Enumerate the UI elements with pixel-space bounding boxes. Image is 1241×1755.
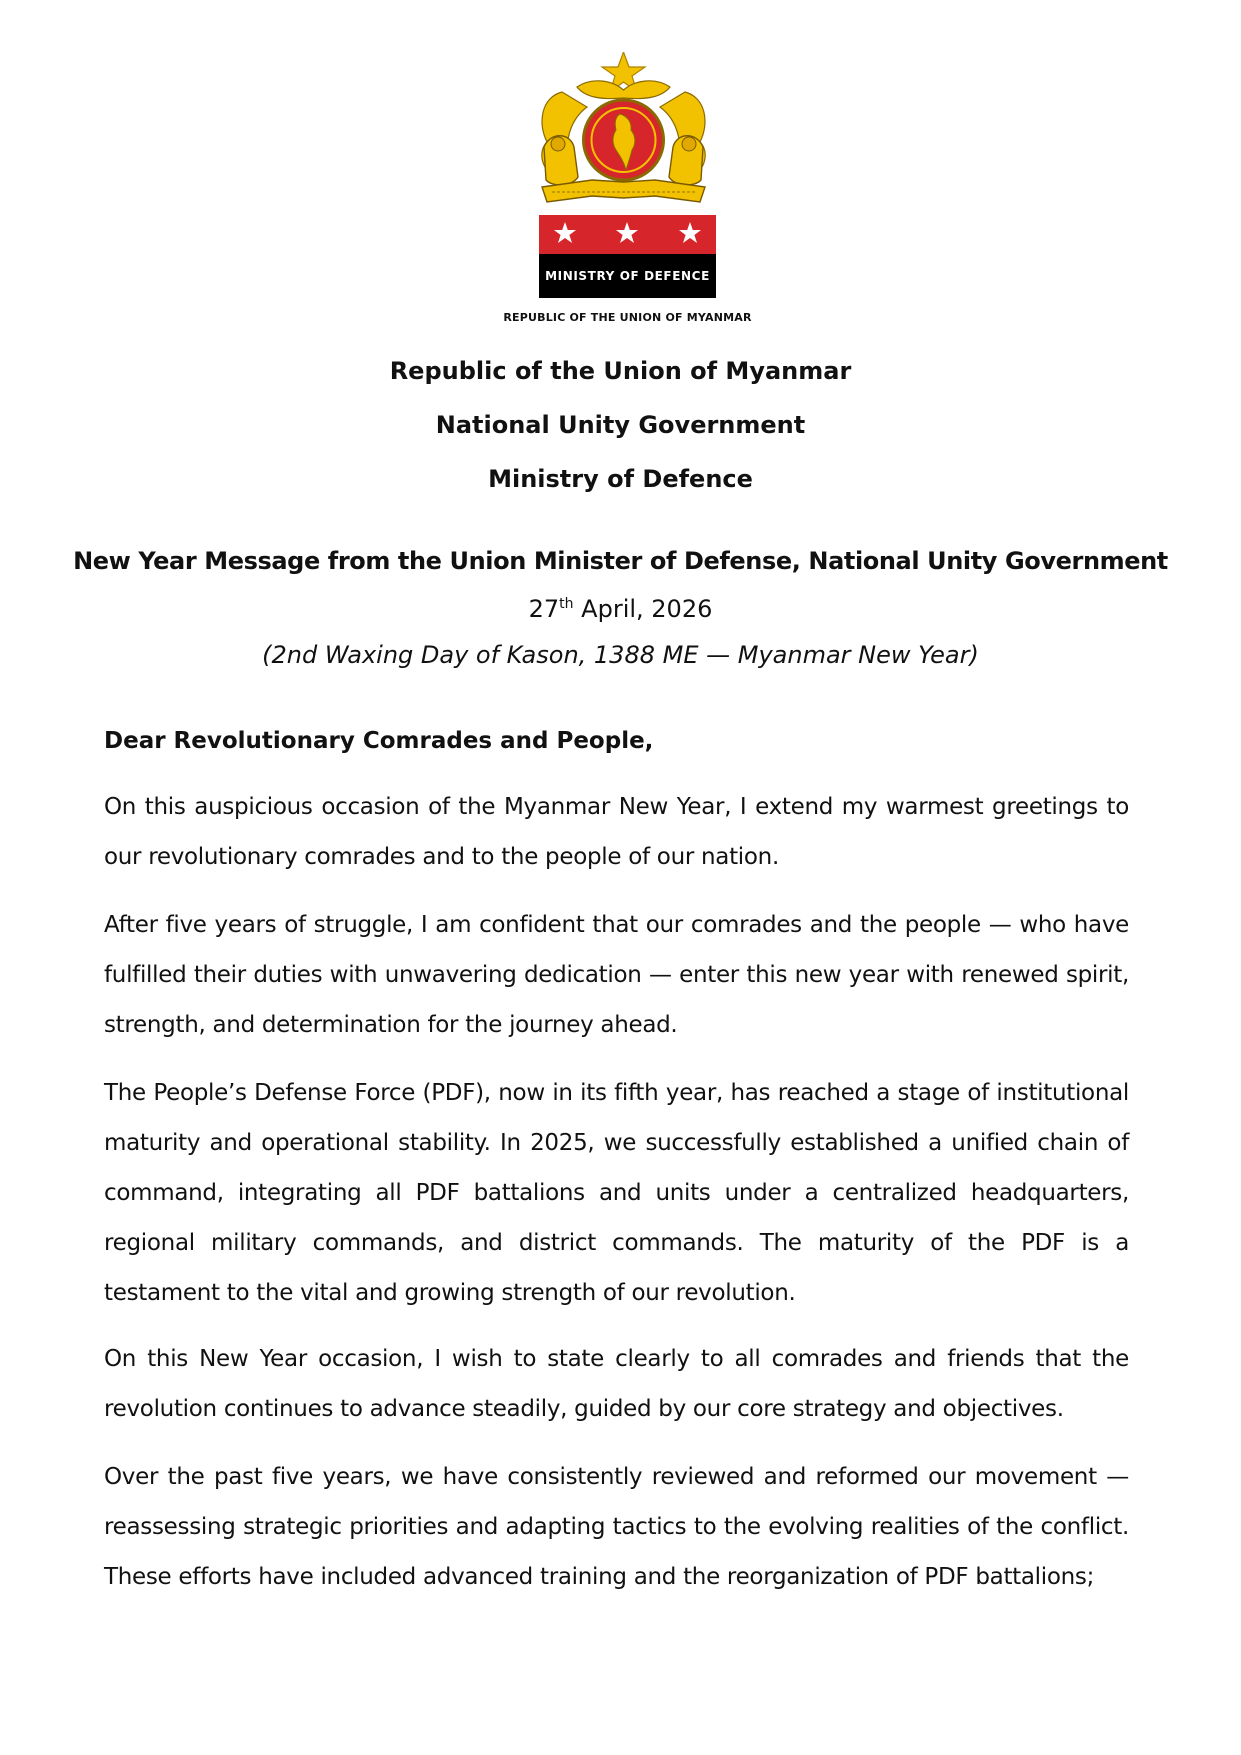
paragraph: On this New Year occasion, I wish to state clearly to all comrades and friends that the revolution continues to advance steadily, guided by our core strategy and objectives. xyxy=(104,1346,1129,1422)
header-government: National Unity Government xyxy=(435,411,806,439)
logo-caption: REPUBLIC OF THE UNION OF MYANMAR xyxy=(503,311,752,324)
white-star-icon xyxy=(553,221,577,245)
header-ministry: Ministry of Defence xyxy=(488,465,753,493)
paragraph: On this auspicious occasion of the Myanmar New Year, I extend my warmest greetings to our revolutionary comrades and to the people of our nation. xyxy=(104,794,1129,870)
date-rest: April, 2026 xyxy=(573,595,713,623)
white-star-icon xyxy=(678,221,702,245)
date-suffix: th xyxy=(559,596,574,612)
myanmar-date: (2nd Waxing Day of Kason, 1388 ME — Myanmar New Year) xyxy=(262,641,979,669)
date-day: 27 xyxy=(528,595,560,623)
state-emblem-icon xyxy=(532,52,715,214)
paragraph: The People’s Defense Force (PDF), now in its fifth year, has reached a stage of institutional maturity and operational stability. In 2025, we successfully established a unified chain of command, integrating all PDF battalions and units under a centralized headquarters, regional military commands, and district commands. The maturity of the PDF is a testament to the vital and growing strength of our revolution. xyxy=(104,1080,1129,1306)
paragraph: Over the past five years, we have consistently reviewed and reformed our movement — reassessing strategic priorities and adapting tactics to the evolving realities of the conflict. These efforts have included advanced training and the reorganization of PDF battalions; xyxy=(104,1464,1129,1590)
logo-red-band xyxy=(539,215,716,254)
header-country: Republic of the Union of Myanmar xyxy=(389,357,852,385)
logo-label: MINISTRY OF DEFENCE xyxy=(539,254,716,298)
paragraph: After five years of struggle, I am confident that our comrades and the people — who have fulfilled their duties with unwavering dedication — enter this new year with renewed spirit, strength, and determination for the journey ahead. xyxy=(104,912,1129,1038)
message-date xyxy=(0,594,1241,624)
message-title: New Year Message from the Union Minister of Defense, National Unity Government xyxy=(73,547,1168,575)
salutation: Dear Revolutionary Comrades and People, xyxy=(104,728,654,754)
white-star-icon xyxy=(615,221,639,245)
